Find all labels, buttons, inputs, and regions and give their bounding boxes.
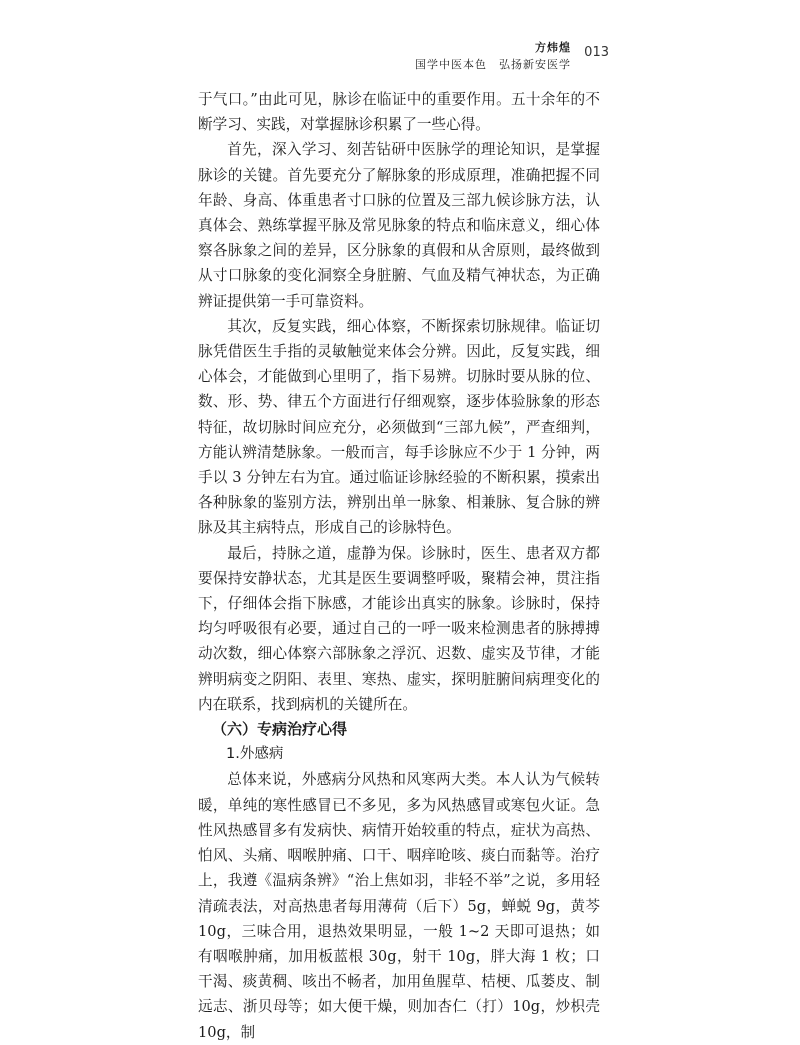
running-header	[179, 34, 609, 74]
body-paragraph: 于气口。”由此可见，脉诊在临证中的重要作用。五十余年的不断学习、实践，对掌握脉诊积累了一些心得。	[198, 91, 600, 134]
page-number: 013	[584, 45, 609, 60]
body-paragraph: 其次，反复实践，细心体察，不断探索切脉规律。临证切脉凭借医生手指的灵敏触觉来体会分辨。因此，反复实践，细心体会，才能做到心里明了，指下易辨。切脉时要从脉的位、数、形、势、律五个方面进行仔细观察，逐步体验脉象的形态特征，故切脉时间应充分，必须做到“三部九候”，严查细判，方能认辨清楚脉象。一般而言，每手诊脉应不少于 1 分钟，两手以 3 分钟左右为宜。通过临证诊脉经验的不断积累，摸索出各种脉象的鉴别方法，辨别出单一脉象、相兼脉、复合脉的辨脉及其主病特点，形成自己的诊脉特色。	[198, 317, 600, 537]
sub-heading: 1.外感病	[226, 746, 284, 763]
section-heading: （六）专病治疗心得	[212, 720, 348, 739]
header-author: 方炜煌	[535, 41, 571, 54]
body-paragraph: 总体来说，外感病分风热和风寒两大类。本人认为气候转暖，单纯的寒性感冒已不多见，多为风热感冒或寒包火证。急性风热感冒多有发病快、病情开始较重的特点，症状为高热、怕风、头痛、咽喉肿痛、口干、咽痒呛咳、痰白而黏等。治疗上，我遵《温病条辨》“治上焦如羽，非轻不举”之说，多用轻清疏表法，对高热患者每用薄荷（后下）5g，蝉蜕 9g，黄芩 10g，三味合用，退热效果明显，一般 1~2 天即可退热；如有咽喉肿痛，加用板蓝根 30g，射干 10g，胖大海 1 枚；口干渴、痰黄稠、咳出不畅者，加用鱼腥草、桔梗、瓜蒌皮、制远志、浙贝母等；如大便干燥，则加杏仁（打）10g，炒枳壳 10g，制	[198, 771, 600, 1041]
body-paragraph: 最后，持脉之道，虚静为保。诊脉时，医生、患者双方都要保持安静状态，尤其是医生要调整呼吸，聚精会神，贯注指下，仔细体会指下脉感，才能诊出真实的脉象。诊脉时，保持均匀呼吸很有必要，通过自己的一呼一吸来检测患者的脉搏搏动次数，细心体察六部脉象之浮沉、迟数、虚实及节律，才能辨明病变之阴阳、表里、寒热、虚实，探明脏腑间病理变化的内在联系，找到病机的关键所在。	[198, 544, 600, 713]
body-paragraph: 首先，深入学习、刻苦钻研中医脉学的理论知识，是掌握脉诊的关键。首先要充分了解脉象的形成原理，准确把握不同年龄、身高、体重患者寸口脉的位置及三部九候诊脉方法，认真体会、熟练掌握平脉及常见脉象的特点和临床意义，细心体察各脉象之间的差异，区分脉象的真假和从舍原则，最终做到从寸口脉象的变化洞察全身脏腑、气血及精气神状态，为正确辨证提供第一手可靠资料。	[198, 141, 600, 310]
page-body	[198, 87, 600, 1045]
header-subtitle: 国学中医本色 弘扬新安医学	[415, 58, 571, 71]
